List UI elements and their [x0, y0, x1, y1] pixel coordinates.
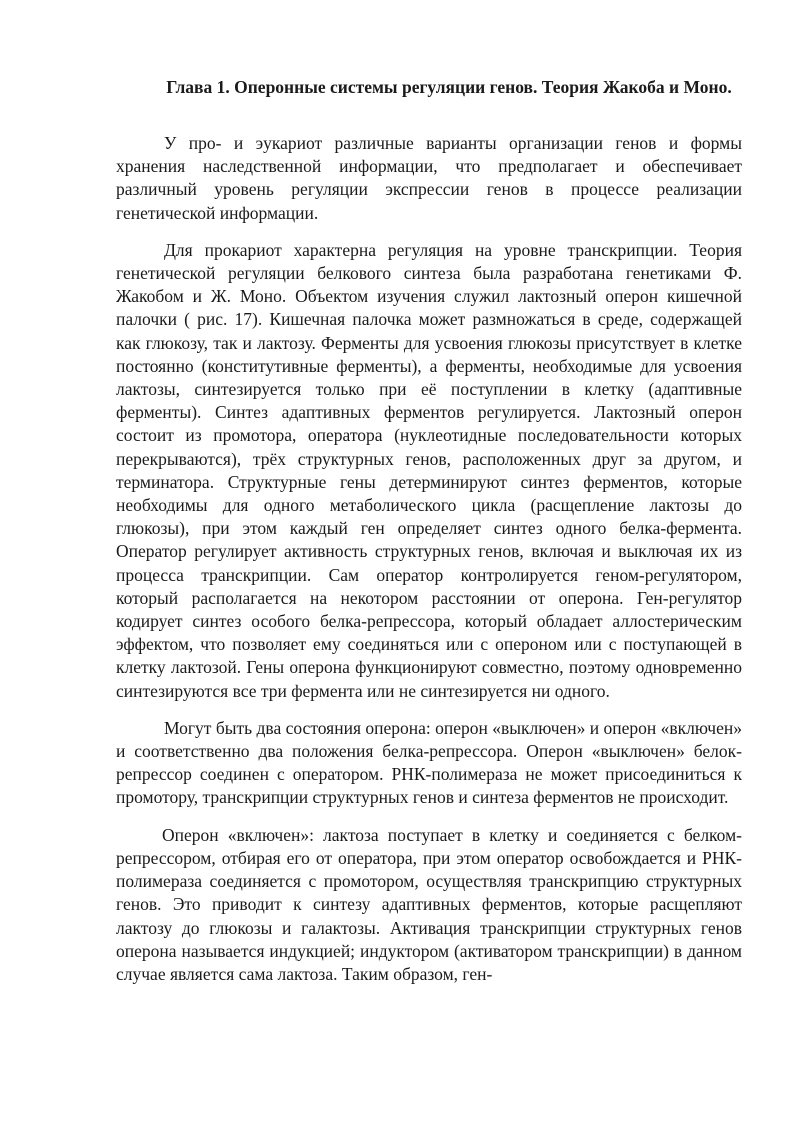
- document-body: [116, 132, 742, 986]
- chapter-title: Оперонные системы регуляции генов. Теория Жакоба и Моно.: [234, 77, 732, 97]
- paragraph-operon-on: Оперон «включен»: лактоза поступает в клетку и соединяется с белком-репрессором, отбирая его от оператора, при этом оператор освобождается и РНК-полимераза соединяется с промотором, осуществляя транскрипцию структурных генов. Это приводит к синтезу адаптивных ферментов, которые расщепляют лактозу до глюкозы и галактозы. Активация транскрипции структурных генов оперона называется индукцией; индуктором (активатором транскрипции) в данном случае является сама лактоза. Таким образом, ген-: [116, 824, 742, 984]
- paragraph-operon-off: Могут быть два состояния оперона: оперон «выключен» и оперон «включен» и соответственно два положения белка-репрессора. Оперон «выключен» белок-репрессор соединен с оператором. РНК-полимераза не может присоединиться к промотору, транскрипции структурных генов и синтеза ферментов не происходит.: [116, 717, 742, 808]
- chapter-number: Глава 1.: [166, 77, 235, 97]
- chapter-heading: [116, 76, 782, 99]
- paragraph-intro: У про- и эукариот различные варианты организации генов и формы хранения наследственной информации, что предполагает и обеспечивает различный уровень регуляции экспрессии генов в процессе реализации генетической информации.: [116, 133, 742, 223]
- paragraph-lac-operon: Для прокариот характерна регуляция на уровне транскрипции. Теория генетической регуляции белкового синтеза была разработана генетиками Ф. Жакобом и Ж. Моно. Объектом изучения служил лактозный оперон кишечной палочки ( рис. 17). Кишечная палочка может размножаться в среде, содержащей как глюкозу, так и лактозу. Ферменты для усвоения глюкозы присутствует в клетке постоянно (конститутивные ферменты), а ферменты, необходимые для усвоения лактозы, синтезируется только при её поступлении в клетку (адаптивные ферменты). Синтез адаптивных ферментов регулируется. Лактозный оперон состоит из промотора, оператора (нуклеотидные последовательности которых перекрываются), трёх структурных генов, расположенных друг за другом, и терминатора. Структурные гены детерминируют синтез ферментов, которые необходимы для одного метаболического цикла (расщепление лактозы до глюкозы), при этом каждый ген определяет синтез одного белка-фермента. Оператор регулирует активность структурных генов, включая и выключая их из процесса транскрипции. Сам оператор контролируется геном-регулятором, который располагается на некотором расстоянии от оперона. Ген-регулятор кодирует синтез особого белка-репрессора, который обладает аллостерическим эффектом, что позволяет ему соединяться или с опероном или с поступающей в клетку лактозой. Гены оперона функционируют совместно, поэтому одновременно синтезируются все три фермента или не синтезируется ни одного.: [116, 239, 742, 701]
